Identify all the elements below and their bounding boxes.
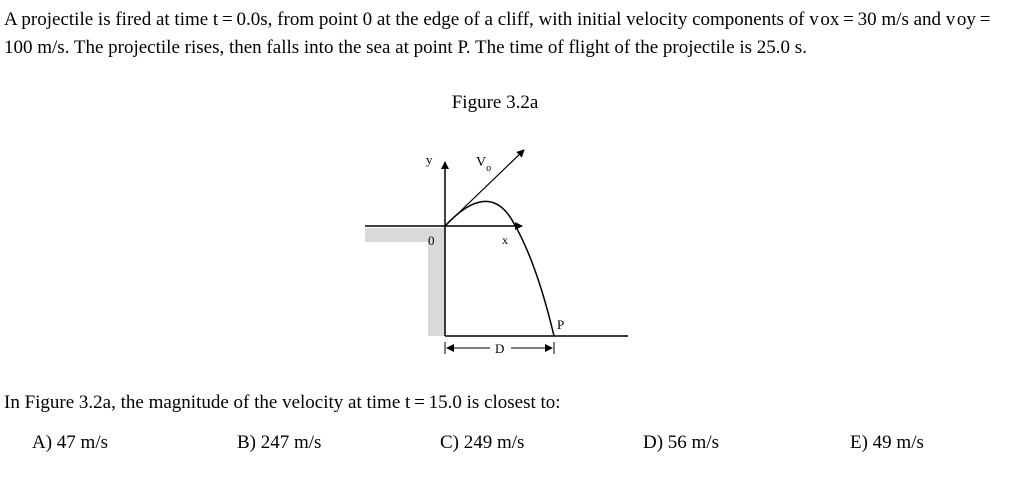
problem-text-part1: A projectile is fired at time t = 0.0s, from point 0 at the edge of a cliff, with initial velocity components of xyxy=(4,9,805,30)
voy-symbol: v oy xyxy=(945,9,976,30)
figure-diagram xyxy=(360,140,640,365)
label-d: D xyxy=(495,341,505,356)
choice-d[interactable]: D) 56 m/s xyxy=(643,432,719,453)
label-y: y xyxy=(426,152,433,167)
problem-text-part2: = 30 m/s and xyxy=(839,9,946,30)
label-v0: $V_o$ xyxy=(476,155,492,174)
label-p: P xyxy=(557,317,565,332)
figure-title: Figure 3.2a xyxy=(451,92,539,113)
problem-statement xyxy=(4,6,1014,62)
choice-e[interactable]: E) 49 m/s xyxy=(850,432,924,453)
label-origin: 0 xyxy=(428,233,435,248)
choice-b[interactable]: B) 247 m/s xyxy=(237,432,322,453)
vox-symbol: v ox xyxy=(809,9,840,30)
trajectory-curve xyxy=(445,201,554,336)
choice-a[interactable]: A) 47 m/s xyxy=(32,432,108,453)
projectile-diagram xyxy=(360,140,640,365)
problem-text-part3: = 100 m/s. The projectile rises, then falls into the sea at point P. The time of flight of the projectile is 25.0 s. xyxy=(4,9,995,58)
question-text: In Figure 3.2a, the magnitude of the velocity at time t = 15.0 is closest to: xyxy=(4,392,561,413)
label-x: x xyxy=(502,233,508,247)
choice-c[interactable]: C) 249 m/s xyxy=(440,432,525,453)
